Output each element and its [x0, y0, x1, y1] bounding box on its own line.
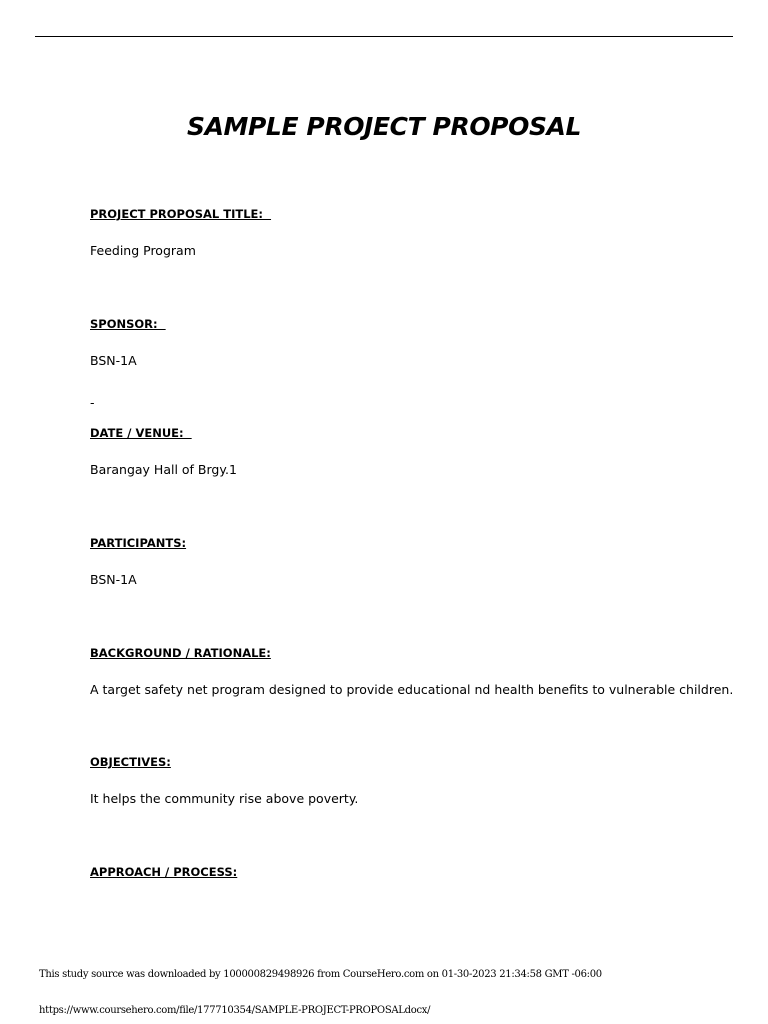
participants-heading: PARTICIPANTS: — [90, 536, 187, 550]
proposal-title-heading: PROJECT PROPOSAL TITLE: — [90, 207, 272, 221]
date-venue-text: Barangay Hall of Brgy.1 — [90, 462, 237, 477]
date-venue-heading: DATE / VENUE: — [90, 426, 192, 440]
participants-text: BSN-1A — [90, 572, 137, 587]
sponsor-heading: SPONSOR: — [90, 317, 166, 331]
approach-heading: APPROACH / PROCESS: — [90, 865, 238, 879]
proposal-title-text: Feeding Program — [90, 243, 196, 258]
footer-url[interactable]: https://www.coursehero.com/file/177710354/SAMPLE-PROJECT-PROPOSALdocx/ — [39, 1005, 431, 1016]
footer-source-note: This study source was downloaded by 100000829498926 from CourseHero.com on 01-30-2023 21:34:58 GMT -06:00 — [39, 969, 602, 980]
background-text: A target safety net program designed to provide educational nd health benefits to vulnerable children. — [90, 682, 734, 697]
top-rule — [35, 36, 733, 37]
objectives-heading: OBJECTIVES: — [90, 755, 171, 769]
document-title: SAMPLE PROJECT PROPOSAL — [186, 112, 582, 141]
separator-mark: - — [90, 395, 95, 410]
background-heading: BACKGROUND / RATIONALE: — [90, 646, 271, 660]
objectives-text: It helps the community rise above poverty. — [90, 791, 359, 806]
sponsor-text: BSN-1A — [90, 353, 137, 368]
